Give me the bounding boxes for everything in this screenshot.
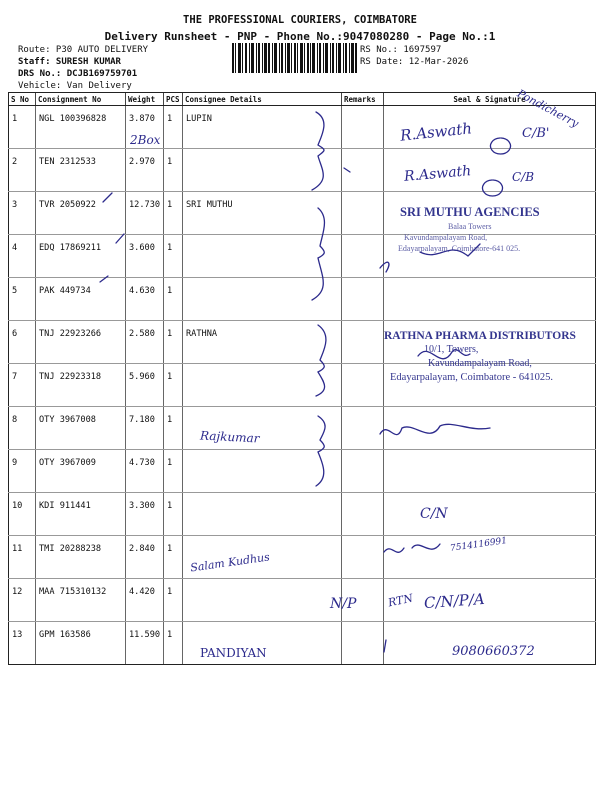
handwriting-np: N/P — [330, 596, 357, 612]
handwriting-cib-2: C/B — [512, 170, 535, 184]
row-sno: 9 — [9, 450, 36, 493]
row-weight: 12.730 — [126, 192, 164, 235]
brace-mark-oty — [316, 416, 325, 486]
row-consignment: TNJ 22923318 — [36, 364, 126, 407]
row-consignment: GPM 163586 — [36, 622, 126, 665]
row-consignment: OTY 3967009 — [36, 450, 126, 493]
row-sno: 10 — [9, 493, 36, 536]
row-weight: 3.300 — [126, 493, 164, 536]
row-sno: 8 — [9, 407, 36, 450]
row-pcs: 1 — [164, 235, 183, 278]
row-sno: 2 — [9, 149, 36, 192]
row-pcs: 1 — [164, 149, 183, 192]
stamp-rathna-name: RATHNA PHARMA DISTRIBUTORS — [384, 330, 576, 342]
row-sno: 1 — [9, 106, 36, 149]
tick-mark-row4 — [116, 234, 124, 243]
stamp-sri-muthu-line3: Edayarpalayam, Coimbatore-641 025. — [398, 244, 521, 253]
row-weight: 2.840 — [126, 536, 164, 579]
brace-mark-lupin — [312, 112, 324, 190]
underline-row13 — [384, 640, 386, 652]
rs-date: RS Date: 12-Mar-2026 — [360, 57, 469, 67]
circle-mark-row2 — [482, 180, 502, 196]
row-pcs: 1 — [164, 407, 183, 450]
scribble-sign-row11 — [384, 544, 440, 552]
col-remarks: Remarks — [342, 93, 384, 106]
row-weight: 4.730 — [126, 450, 164, 493]
row-weight: 7.180 — [126, 407, 164, 450]
col-consignee: Consignee Details — [183, 93, 342, 106]
handwriting-phone-2: 9080660372 — [452, 644, 535, 659]
row-consignment: TEN 2312533 — [36, 149, 126, 192]
row-sno: 13 — [9, 622, 36, 665]
tick-mark-row3 — [103, 193, 112, 202]
circle-mark-row1 — [491, 138, 511, 154]
row-weight: 11.590 — [126, 622, 164, 665]
row-weight: 4.630 — [126, 278, 164, 321]
handwriting-pondicherry: Pondicherry — [514, 86, 581, 131]
row-consignment: TVR 2050922 — [36, 192, 126, 235]
row-pcs: 1 — [164, 536, 183, 579]
col-sno: S No — [9, 93, 36, 106]
runsheet-subtitle: Delivery Runsheet - PNP - Phone No.:9047080280 - Page No.:1 — [104, 30, 496, 43]
company-title: THE PROFESSIONAL COURIERS, COIMBATORE — [183, 14, 417, 26]
row-sno: 3 — [9, 192, 36, 235]
brace-mark-sri-muthu — [312, 208, 324, 300]
row-sno: 6 — [9, 321, 36, 364]
row-pcs: 1 — [164, 579, 183, 622]
row-sno: 11 — [9, 536, 36, 579]
handwriting-cnpa: C/N/P/A — [423, 589, 486, 613]
row-consignment: TNJ 22923266 — [36, 321, 126, 364]
row-weight: 3.870 — [126, 106, 164, 149]
vehicle-label: Vehicle: Van Delivery — [18, 81, 132, 91]
row-sno: 4 — [9, 235, 36, 278]
scribble-sign-row8 — [380, 424, 490, 434]
row-pcs: 1 — [164, 321, 183, 364]
row-weight: 3.600 — [126, 235, 164, 278]
row-pcs: 1 — [164, 278, 183, 321]
row-consignment: TMI 20288238 — [36, 536, 126, 579]
row-consignment: NGL 100396828 — [36, 106, 126, 149]
row-sno: 5 — [9, 278, 36, 321]
stamp-sri-muthu-line1: Balaa Towers — [448, 222, 492, 231]
col-consignment: Consignment No — [36, 93, 126, 106]
stamp-sri-muthu-line2: Kavundampalayam Road, — [404, 233, 488, 242]
row-weight: 2.970 — [126, 149, 164, 192]
row-consignment: PAK 449734 — [36, 278, 126, 321]
signature-rajkumar: Rajkumar — [199, 428, 260, 446]
row-weight: 4.420 — [126, 579, 164, 622]
col-pcs: PCS — [164, 93, 183, 106]
brace-mark-rathna — [316, 325, 326, 396]
signature-pandiyan: PANDIYAN — [200, 646, 267, 660]
stamp-sri-muthu-name: SRI MUTHU AGENCIES — [400, 205, 540, 219]
handwriting-two-box: 2Box — [130, 133, 161, 147]
signature-r-aswath-1: R.Aswath — [399, 119, 473, 145]
row-pcs: 1 — [164, 493, 183, 536]
signature-salam-kudhus: Salam Kudhus — [189, 550, 271, 575]
col-weight: Weight — [126, 93, 164, 106]
row-pcs: 1 — [164, 450, 183, 493]
row-sno: 12 — [9, 579, 36, 622]
tick-mark-row2 — [344, 168, 350, 172]
staff-label: Staff: SURESH KUMAR — [18, 57, 121, 67]
row-weight: 5.960 — [126, 364, 164, 407]
row-pcs: 1 — [164, 192, 183, 235]
row-weight: 2.580 — [126, 321, 164, 364]
stamp-rathna-line3: Edayarpalayam, Coimbatore - 641025. — [390, 372, 553, 383]
row-consignee: SRI MUTHU — [183, 192, 342, 235]
tick-mark-row5 — [100, 276, 108, 282]
stamp-rathna-line2: Kavundampalayam Road, — [428, 358, 532, 369]
row-pcs: 1 — [164, 364, 183, 407]
handwriting-cin: C/N — [420, 506, 448, 522]
handwriting-cib-1: C/B' — [522, 126, 550, 141]
row-consignment: KDI 911441 — [36, 493, 126, 536]
drs-label: DRS No.: DCJB169759701 — [18, 69, 138, 79]
row-pcs: 1 — [164, 622, 183, 665]
handwriting-phone-1: 7514116991 — [449, 536, 508, 554]
row-consignee: RATHNA — [183, 321, 342, 364]
row-consignment: EDQ 17869211 — [36, 235, 126, 278]
row-sno: 7 — [9, 364, 36, 407]
signature-r-aswath-2: R.Aswath — [403, 163, 472, 185]
stamp-rathna-line1: 10/1, Towers, — [424, 344, 479, 355]
row-consignee: LUPIN — [183, 106, 342, 149]
handwriting-rtn: RTN — [386, 591, 415, 610]
route-label: Route: P30 AUTO DELIVERY — [18, 45, 149, 55]
row-consignment: MAA 715310132 — [36, 579, 126, 622]
row-consignment: OTY 3967008 — [36, 407, 126, 450]
row-pcs: 1 — [164, 106, 183, 149]
rs-number: RS No.: 1697597 — [360, 45, 442, 55]
col-seal-signature: Seal & Signature — [384, 93, 596, 106]
